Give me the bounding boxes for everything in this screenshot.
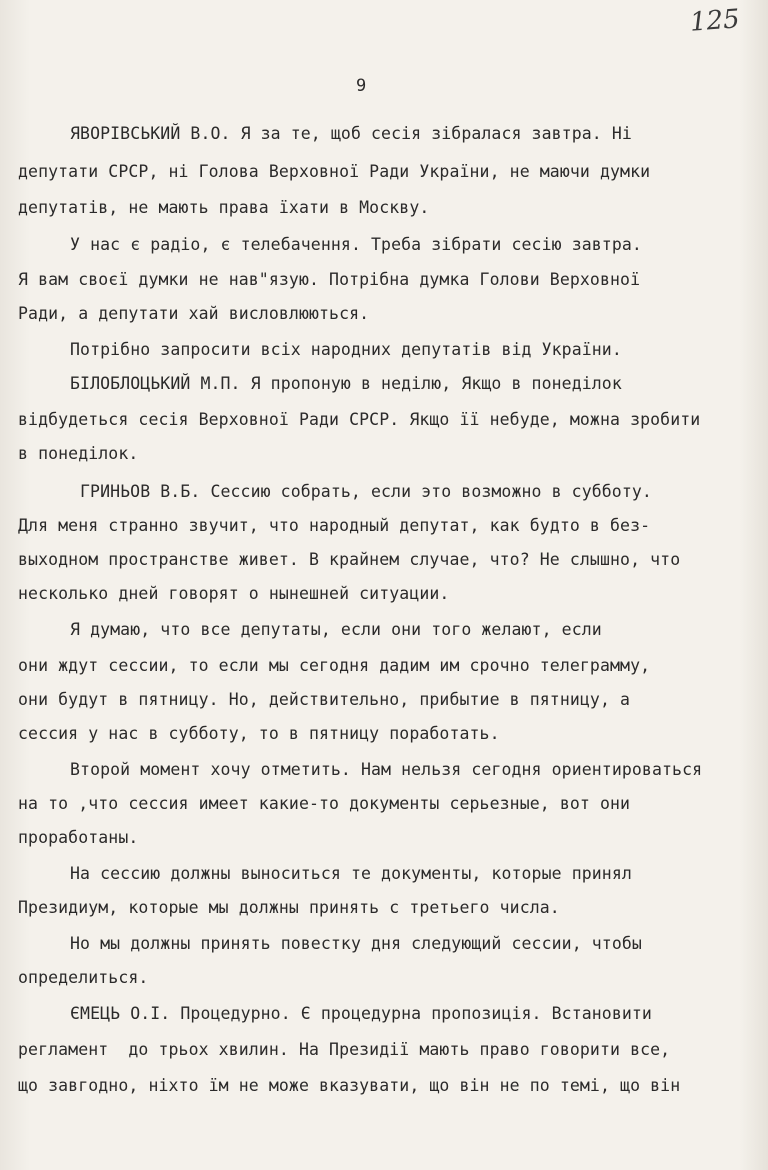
text-line: ЄМЕЦЬ О.І. Процедурно. Є процедурна пропозиція. Встановити (70, 1004, 652, 1023)
text-line: сессия у нас в субботу, то в пятницу поработать. (18, 724, 500, 743)
text-line: несколько дней говорят о нынешней ситуации. (18, 584, 450, 603)
text-line: определиться. (18, 968, 149, 987)
text-line: депутати СРСР, ні Голова Верховної Ради України, не маючи думки (18, 162, 651, 181)
text-line: Я думаю, что все депутаты, если они того желают, если (70, 620, 602, 639)
page-number: 9 (356, 76, 367, 96)
text-line: У нас є радіо, є телебачення. Треба зібрати сесію завтра. (70, 235, 642, 254)
text-line: проработаны. (18, 828, 139, 847)
text-line: на то ,что сессия имеет какие-то документы серьезные, вот они (18, 794, 631, 813)
archive-page-number: 125 (689, 4, 741, 38)
text-line: регламент до трьох хвилин. На Президії мають право говорити все, (18, 1040, 671, 1059)
text-line: Второй момент хочу отметить. Нам нельзя сегодня ориентироваться (70, 760, 703, 779)
text-line: они будут в пятницу. Но, действительно, прибытие в пятницу, а (18, 690, 631, 709)
text-line: На сессию должны выноситься те документы, которые принял (70, 864, 632, 883)
text-line: відбудеться сесія Верховної Ради СРСР. Якщо її небуде, можна зробити (18, 410, 701, 429)
text-line: Ради, а депутати хай висловлюються. (18, 304, 370, 323)
text-line: ГРИНЬОВ В.Б. Сессию собрать, если это возможно в субботу. (80, 482, 652, 501)
text-line: выходном пространстве живет. В крайнем случае, что? Не слышно, что (18, 550, 681, 569)
text-line: БІЛОБЛОЦЬКИЙ М.П. Я пропоную в неділю, Якщо в понеділок (70, 374, 622, 393)
text-line: депутатів, не мають права їхати в Москву. (18, 198, 430, 217)
text-line: Я вам своєї думки не нав"язую. Потрібна думка Голови Верховної (18, 270, 641, 289)
text-line: ЯВОРІВСЬКИЙ В.О. Я за те, щоб сесія зібралася завтра. Ні (70, 124, 632, 143)
text-line: що завгодно, ніхто їм не може вказувати, що він не по темі, що він (18, 1076, 681, 1095)
text-line: в понеділок. (18, 444, 139, 463)
text-line: они ждут сессии, то если мы сегодня дадим им срочно телеграмму, (18, 656, 651, 675)
text-line: Для меня странно звучит, что народный депутат, как будто в без- (18, 516, 651, 535)
text-line: Потрібно запросити всіх народних депутатів від України. (70, 340, 622, 359)
text-line: Но мы должны принять повестку дня следующий сессии, чтобы (70, 934, 642, 953)
text-line: Президиум, которые мы должны принять с третьего числа. (18, 898, 560, 917)
